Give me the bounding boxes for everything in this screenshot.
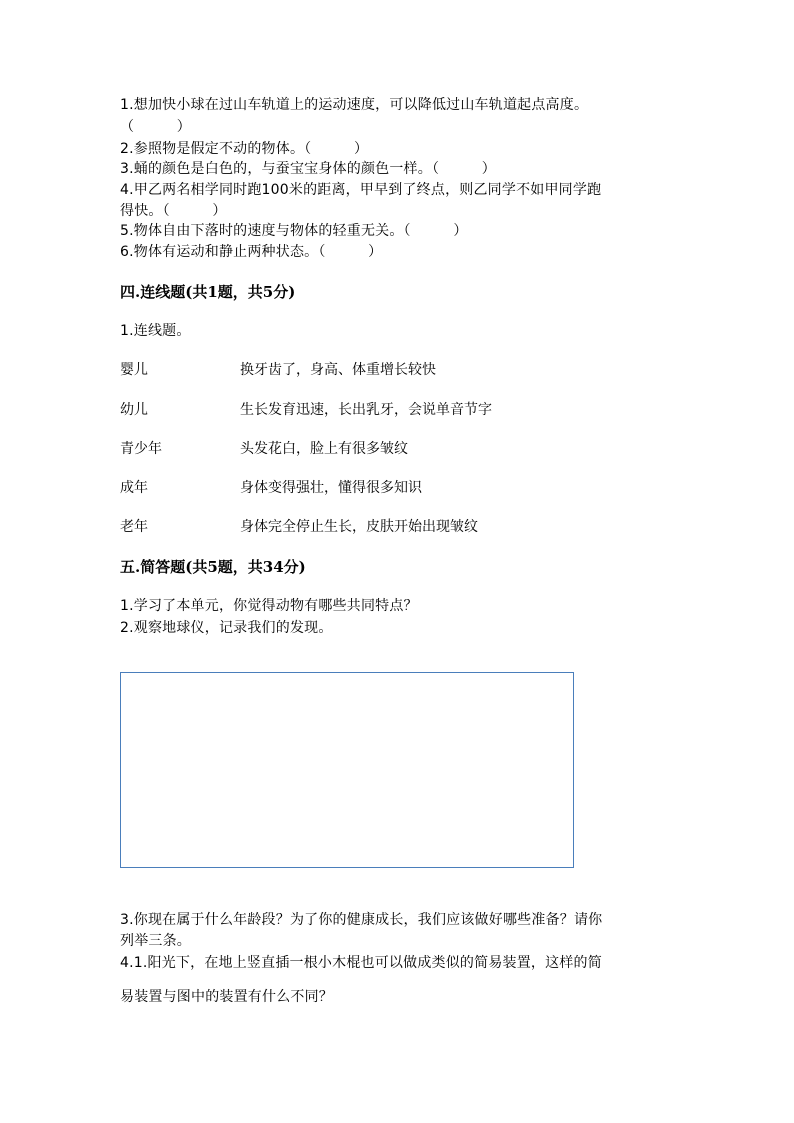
short-answer-q4-continued: 易装置与图中的装置有什么不同？ bbox=[120, 989, 333, 1005]
short-answer-q3: 3.你现在属于什么年龄段？为了你的健康成长，我们应该做好哪些准备？请你 bbox=[120, 912, 603, 928]
tf-item-3: 3.蛹的颜色是白色的，与蚕宝宝身体的颜色一样。（ ） bbox=[120, 161, 496, 177]
short-answer-q2: 2.观察地球仪，记录我们的发现。 bbox=[120, 620, 333, 636]
matching-left-item: 老年 bbox=[120, 519, 148, 535]
section-5-heading: 五.简答题(共5题，共34分) bbox=[120, 558, 306, 576]
tf-item-1: 1.想加快小球在过山车轨道上的运动速度，可以降低过山车轨道起点高度。 bbox=[120, 97, 589, 113]
matching-right-item: 生长发育迅速，长出乳牙，会说单音节字 bbox=[240, 402, 492, 418]
matching-left-item: 成年 bbox=[120, 480, 148, 496]
tf-item-1-bracket: （ ） bbox=[120, 119, 191, 135]
matching-left-item: 婴儿 bbox=[120, 362, 148, 378]
short-answer-q3-continued: 列举三条。 bbox=[120, 933, 191, 949]
tf-item-6: 6.物体有运动和静止两种状态。（ ） bbox=[120, 244, 383, 260]
tf-item-2: 2.参照物是假定不动的物体。（ ） bbox=[120, 141, 369, 157]
tf-item-5: 5.物体自由下落时的速度与物体的轻重无关。（ ） bbox=[120, 223, 468, 239]
matching-left-item: 青少年 bbox=[120, 441, 162, 457]
short-answer-q4: 4.1.阳光下，在地上竖直插一根小木棍也可以做成类似的简易装置，这样的简 bbox=[120, 955, 602, 971]
matching-left-item: 幼儿 bbox=[120, 402, 148, 418]
matching-right-item: 身体完全停止生长，皮肤开始出现皱纹 bbox=[240, 519, 478, 535]
matching-question: 1.连线题。 bbox=[120, 323, 191, 339]
tf-item-4-continued: 得快。（ ） bbox=[120, 203, 227, 219]
short-answer-q1: 1.学习了本单元，你觉得动物有哪些共同特点？ bbox=[120, 598, 418, 614]
section-4-heading: 四.连线题(共1题，共5分) bbox=[120, 283, 296, 301]
matching-right-item: 换牙齿了，身高、体重增长较快 bbox=[240, 362, 436, 378]
matching-right-item: 头发花白，脸上有很多皱纹 bbox=[240, 441, 408, 457]
tf-item-4: 4.甲乙两名相学同时跑100米的距离，甲早到了终点，则乙同学不如甲同学跑 bbox=[120, 182, 602, 198]
matching-right-item: 身体变得强壮，懂得很多知识 bbox=[240, 480, 422, 496]
answer-box bbox=[120, 672, 574, 868]
